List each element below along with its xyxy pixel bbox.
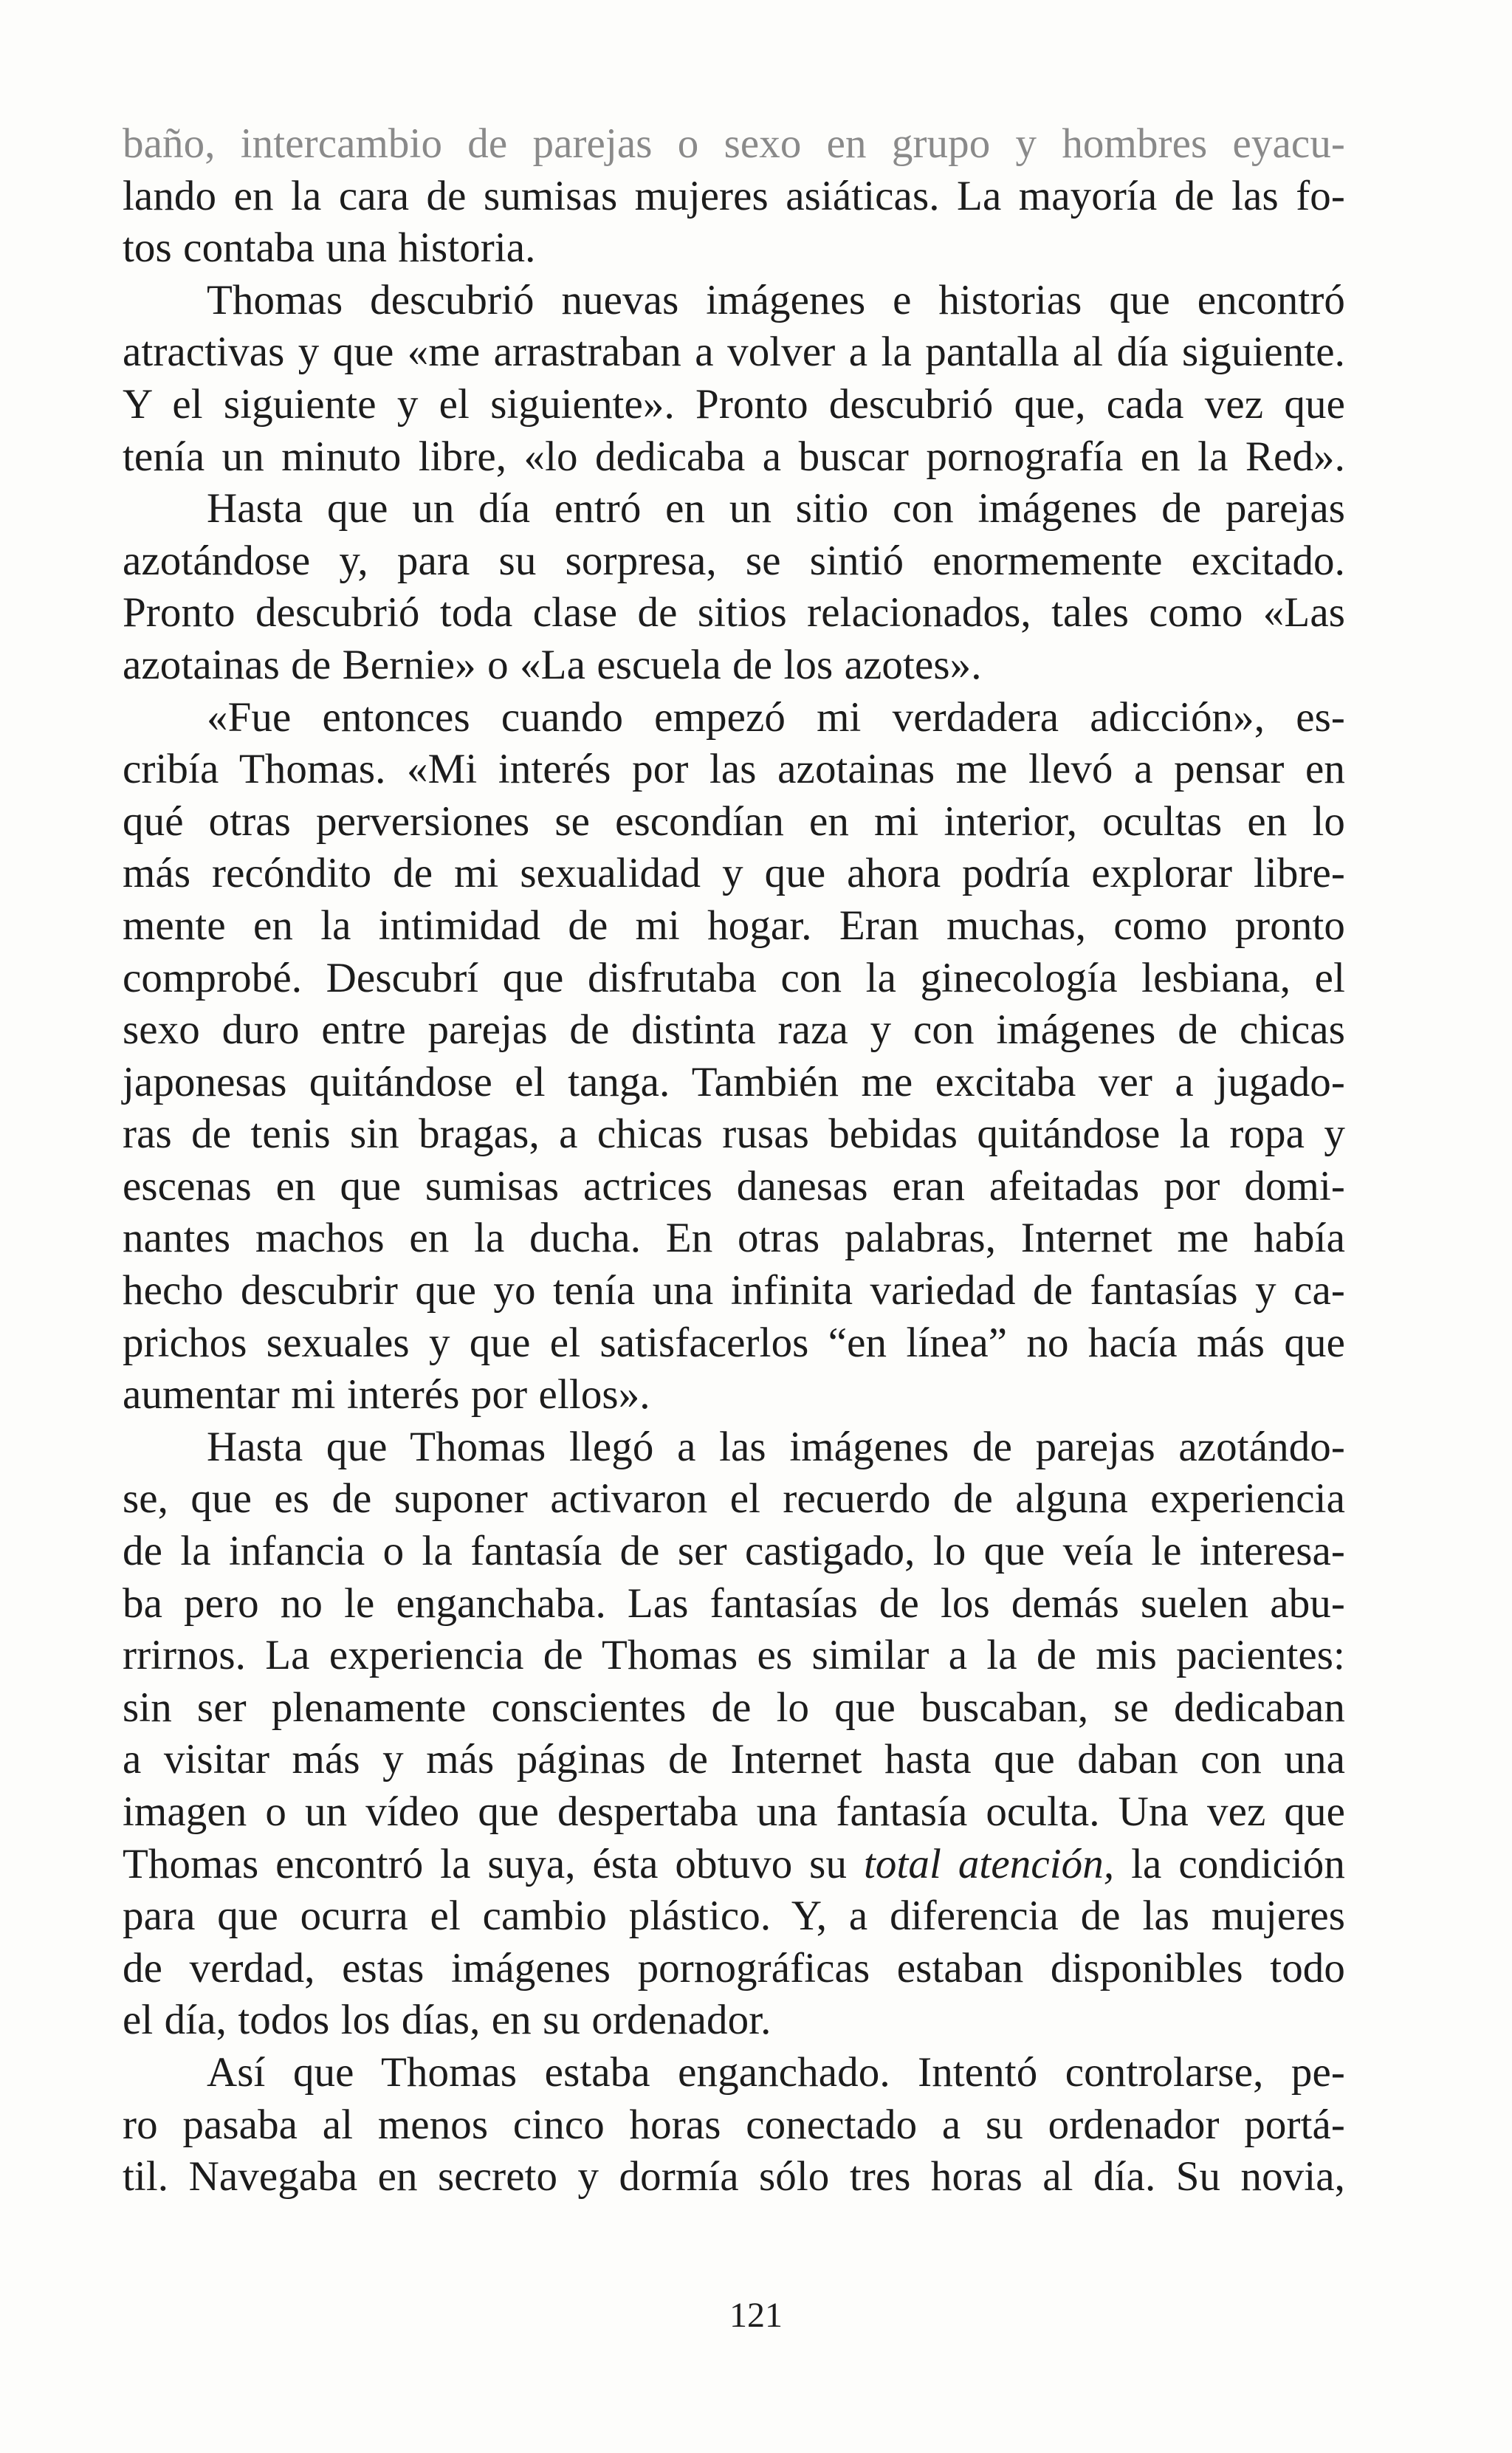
text-line: de verdad, estas imágenes pornográficas estaban disponibles todo bbox=[123, 1944, 1345, 1991]
text-line: baño, intercambio de parejas o sexo en grupo y hombres eyacu- bbox=[123, 120, 1345, 167]
text-line: escenas en que sumisas actrices danesas eran afeitadas por domi- bbox=[123, 1162, 1345, 1210]
text-line: japonesas quitándose el tanga. También me excitaba ver a jugado- bbox=[123, 1058, 1345, 1105]
text-line: nantes machos en la ducha. En otras palabras, Internet me había bbox=[123, 1215, 1345, 1262]
text-line: atractivas y que «me arrastraban a volver a la pantalla al día siguiente. bbox=[123, 329, 1345, 376]
text-line: hecho descubrir que yo tenía una infinita variedad de fantasías y ca- bbox=[123, 1267, 1345, 1314]
text-line: lando en la cara de sumisas mujeres asiáticas. La mayoría de las fo- bbox=[123, 172, 1345, 219]
text-segment: Thomas encontró la suya, ésta obtuvo su bbox=[123, 1840, 848, 1887]
text-line: Thomas descubrió nuevas imágenes e historias que encontró bbox=[207, 276, 1345, 323]
text-line: imagen o un vídeo que despertaba una fantasía oculta. Una vez que bbox=[123, 1788, 1345, 1835]
text-line: «Fue entonces cuando empezó mi verdadera adicción», es- bbox=[207, 693, 1345, 741]
text-line: sexo duro entre parejas de distinta raza y con imágenes de chicas bbox=[123, 1006, 1345, 1054]
text-segment: la condición bbox=[1131, 1840, 1345, 1887]
text-line: se, que es de suponer activaron el recuerdo de alguna experiencia bbox=[123, 1475, 1345, 1523]
text-line: azotainas de Bernie» o «La escuela de los azotes». bbox=[123, 641, 982, 688]
text-line: aumentar mi interés por ellos». bbox=[123, 1371, 650, 1418]
text-line: qué otras perversiones se escondían en mi interior, ocultas en lo bbox=[123, 797, 1345, 845]
text-line: ba pero no le enganchaba. Las fantasías de los demás suelen abu- bbox=[123, 1579, 1345, 1627]
text-line: til. Navegaba en secreto y dormía sólo tres horas al día. Su novia, bbox=[123, 2153, 1345, 2200]
text-line: mente en la intimidad de mi hogar. Eran muchas, como pronto bbox=[123, 902, 1345, 949]
text-line: el día, todos los días, en su ordenador. bbox=[123, 1997, 772, 2044]
text-line: Pronto descubrió toda clase de sitios relacionados, tales como «Las bbox=[123, 589, 1345, 637]
text-line: rrirnos. La experiencia de Thomas es similar a la de mis pacientes: bbox=[123, 1632, 1345, 1679]
text-line: prichos sexuales y que el satisfacerlos “en línea” no hacía más que bbox=[123, 1319, 1345, 1366]
emphasis-text: total atención, bbox=[863, 1840, 1115, 1887]
text-line: comprobé. Descubrí que disfrutaba con la ginecología lesbiana, el bbox=[123, 954, 1345, 1001]
text-line: a visitar más y más páginas de Internet hasta que daban con una bbox=[123, 1736, 1345, 1783]
text-line: sin ser plenamente conscientes de lo que buscaban, se dedicaban bbox=[123, 1684, 1345, 1731]
text-line: ras de tenis sin bragas, a chicas rusas bebidas quitándose la ropa y bbox=[123, 1111, 1345, 1158]
text-line: más recóndito de mi sexualidad y que ahora podría explorar libre- bbox=[123, 850, 1345, 897]
text-line-with-emphasis bbox=[123, 1839, 1345, 1891]
text-line: Y el siguiente y el siguiente». Pronto descubrió que, cada vez que bbox=[123, 380, 1345, 428]
text-line: Así que Thomas estaba enganchado. Intentó controlarse, pe- bbox=[207, 2048, 1345, 2096]
text-line: tenía un minuto libre, «lo dedicaba a buscar pornografía en la Red». bbox=[123, 433, 1345, 480]
text-line: de la infancia o la fantasía de ser castigado, lo que veía le interesa- bbox=[123, 1528, 1345, 1575]
page-number: 121 bbox=[729, 2296, 783, 2335]
text-line: ro pasaba al menos cinco horas conectado a su ordenador portá- bbox=[123, 2101, 1345, 2148]
text-line: cribía Thomas. «Mi interés por las azotainas me llevó a pensar en bbox=[123, 746, 1345, 793]
text-line: Hasta que Thomas llegó a las imágenes de parejas azotándo- bbox=[207, 1423, 1345, 1470]
text-line: para que ocurra el cambio plástico. Y, a diferencia de las mujeres bbox=[123, 1893, 1345, 1940]
text-line: tos contaba una historia. bbox=[123, 224, 536, 272]
text-line: azotándose y, para su sorpresa, se sintió enormemente excitado. bbox=[123, 537, 1345, 584]
text-line: Hasta que un día entró en un sitio con imágenes de parejas bbox=[207, 485, 1345, 532]
page-body bbox=[123, 118, 1345, 2203]
